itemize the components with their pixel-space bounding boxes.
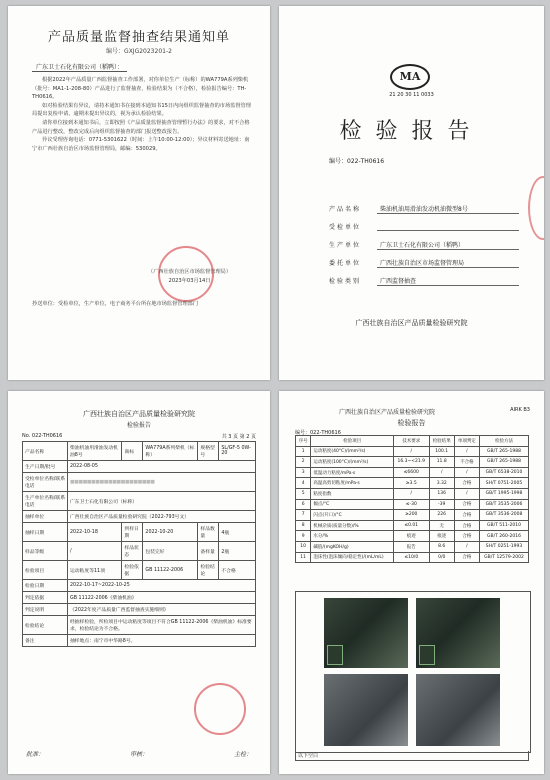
results-cell: 226 xyxy=(429,510,454,521)
results-row xyxy=(296,446,529,457)
results-header-cell: 检验项目 xyxy=(311,436,394,447)
report-cell-value: 包装完好 xyxy=(143,542,198,561)
results-number: 编号：022-TH0616 xyxy=(295,430,341,436)
report-cell-value: ■■■■■■■■■■■■■■■■■■■■ xyxy=(68,473,256,492)
report-cell-label: 商标 xyxy=(122,442,143,461)
results-page xyxy=(279,391,544,774)
results-row xyxy=(296,531,529,542)
results-cell: 10 xyxy=(296,541,311,552)
cover-row xyxy=(329,204,519,214)
report-cell-label: 检验结论 xyxy=(23,616,68,635)
report-cell-value: 《2022年度产品质量广西监督抽查实施细则》 xyxy=(68,604,256,616)
report-cell-value: 2瓶 xyxy=(219,542,256,561)
results-cell: 8 xyxy=(296,520,311,531)
results-header-cell: 单项判定 xyxy=(454,436,479,447)
report-cell-label: 规格型号 xyxy=(198,442,219,461)
report-seal xyxy=(194,683,246,735)
report-cell-value: 2022-10-20 xyxy=(143,523,198,542)
sample-photo xyxy=(416,598,500,668)
report-cell-value: 2022-10-17~2022-10-25 xyxy=(68,580,256,592)
report-cell-label: 样品数量 xyxy=(198,523,219,542)
report-cell-label: 样品状态 xyxy=(122,542,143,561)
results-cell: SH/T 0751-2005 xyxy=(480,478,529,489)
edge-seal xyxy=(528,176,544,240)
report-cell-label: 生产日期/批号 xyxy=(23,461,68,473)
notice-paragraph: 根据2022年产品质量广西监督抽查工作部署，对你单位生产（标称）的WA779A系列柴机（批号：MA1-1-208-80）产品进行了监督抽查，检验结果为（不合格），检验报告编号：TH-TH0616。 xyxy=(32,77,249,101)
cover-row xyxy=(329,276,519,286)
results-table xyxy=(295,435,529,563)
results-cell: / xyxy=(454,488,479,499)
notice-paragraph: 异议受理咨询电话：0771-5301622（时间：上午10:00-12:00）；异议材料寄送地址：南宁市广西壮族自治区市场监督管理局，邮编：530029。 xyxy=(32,137,250,152)
report-cell-value: 2022-08-05 xyxy=(68,461,256,473)
cover-title: 检验报告 xyxy=(339,119,484,144)
cover-row xyxy=(329,222,519,231)
results-cell: 机械杂质(质量分数)/% xyxy=(311,520,394,531)
results-cell: ≥200 xyxy=(393,510,429,521)
signer-review: 审核： xyxy=(129,751,148,758)
report-cell-label: 检验项目 xyxy=(23,561,68,580)
results-row xyxy=(296,499,529,510)
report-cell-label: 受检单位名称/联系电话 xyxy=(23,473,68,492)
report-row xyxy=(23,635,256,647)
results-cell: ≤0.01 xyxy=(393,520,429,531)
cover-organization: 广西壮族自治区产品质量检验研究院 xyxy=(355,319,468,327)
results-cell: 合格 xyxy=(454,478,479,489)
results-row xyxy=(296,467,529,478)
report-cell-value: 广东卫士石化有限公司（标称） xyxy=(68,492,256,511)
notice-page xyxy=(8,6,270,380)
results-cell: 报告 xyxy=(393,541,429,552)
cover-row-key: 委托单位 xyxy=(329,260,362,267)
cover-row-value: 广东卫士石化有限公司（稻鸭） xyxy=(377,240,519,250)
results-cell: 痕迹 xyxy=(429,531,454,542)
cover-row-key: 检验类别 xyxy=(329,278,362,285)
results-cell: GB/T 3535-2006 xyxy=(480,499,529,510)
report-subtitle: 检验报告 xyxy=(126,422,151,429)
results-cell: 11.8 xyxy=(429,457,454,468)
results-cell: ≤-30 xyxy=(393,499,429,510)
sample-photo xyxy=(324,674,408,746)
results-cell: / xyxy=(393,446,429,457)
report-cell-label: 备注 xyxy=(23,635,68,647)
results-cell: / xyxy=(429,467,454,478)
report-cell-label: 判定依据 xyxy=(23,592,68,604)
results-cell: GB/T 3536-2008 xyxy=(480,510,529,521)
report-cell-label: 备样量 xyxy=(198,542,219,561)
cover-page xyxy=(279,6,544,380)
notice-addressee: 广东卫士石化有限公司（稻鸭）： xyxy=(32,62,127,72)
results-cell: 合格 xyxy=(454,510,479,521)
signer-inspect: 主检： xyxy=(233,751,252,758)
results-cell: ≤10/0 xyxy=(393,552,429,563)
report-page-indicator: 共 3 页 第 2 页 xyxy=(221,434,256,440)
cover-row xyxy=(329,258,519,268)
results-cell: 1 xyxy=(296,446,311,457)
report-cell-value: 经抽样检验，所检项目中运动粘度等项目不符合GB 11122-2006《柴油机油》标准要求，检验结论为不合格。 xyxy=(68,616,256,635)
results-cell: SH/T 0251-1993 xyxy=(480,541,529,552)
report-cell-label: 判定说明 xyxy=(23,604,68,616)
results-cell: 高温高剪切粘度/mPa·s xyxy=(311,478,394,489)
report-cell-value: 运动粘度等11项 xyxy=(68,561,122,580)
results-end-note: 以下空白 xyxy=(295,751,529,761)
report-cell-value: / xyxy=(68,542,122,561)
results-cell: 4 xyxy=(296,478,311,489)
cover-row-value: 柴油机油用滑油发动机油微型8号 xyxy=(377,204,519,214)
cover-row-key: 生产单位 xyxy=(329,242,362,249)
results-row xyxy=(296,488,529,499)
report-cell-label: 抽样单位 xyxy=(23,511,68,523)
report-cell-label: 产品名称 xyxy=(23,442,68,461)
report-cell-value: SL/GF-5 0W-20 xyxy=(219,442,256,461)
results-cell: 6 xyxy=(296,499,311,510)
report-cell-label: 样品等级 xyxy=(23,542,68,561)
notice-body xyxy=(32,76,252,153)
sample-photo xyxy=(416,674,500,746)
cma-number: 21 20 30 11 0033 xyxy=(389,92,434,98)
results-cell: / xyxy=(454,467,479,478)
results-cell: 3 xyxy=(296,467,311,478)
results-cell: 无 xyxy=(429,520,454,531)
report-cell-value: 广西壮族自治区产品质量检验研究院（2022-793号文） xyxy=(68,511,256,523)
report-row xyxy=(23,542,256,561)
results-cell: 倾点/°C xyxy=(311,499,394,510)
results-code: AIRK B3 xyxy=(510,407,530,413)
results-cell: 136 xyxy=(429,488,454,499)
cover-report-number: 编号：022-TH0616 xyxy=(329,158,385,165)
cover-row-value: 广西壮族自治区市场监督管理局 xyxy=(377,258,519,268)
cover-row-key: 受检单位 xyxy=(329,224,362,231)
report-row xyxy=(23,523,256,542)
results-cell: 粘度指数 xyxy=(311,488,394,499)
results-cell: / xyxy=(454,541,479,552)
results-header-cell: 检验结果 xyxy=(429,436,454,447)
results-row xyxy=(296,510,529,521)
report-organization: 广西壮族自治区产品质量检验研究院 xyxy=(83,410,195,418)
report-row xyxy=(23,492,256,511)
report-cell-label: 到样日期 xyxy=(122,523,143,542)
results-cell: 运动粘度(100°C)/(mm²/s) xyxy=(311,457,394,468)
results-cell: / xyxy=(454,446,479,457)
results-cell: 不合格 xyxy=(454,457,479,468)
report-row xyxy=(23,473,256,492)
report-number: No. 022-TH0616 xyxy=(22,433,63,439)
results-cell: GB/T 265-1988 xyxy=(480,457,529,468)
report-meta xyxy=(22,433,256,440)
results-cell: 0/0 xyxy=(429,552,454,563)
results-cell: 泡沫性(泡沫倾向/稳定性)/(mL/mL) xyxy=(311,552,394,563)
results-header-cell: 技术要求 xyxy=(393,436,429,447)
results-cell: 9 xyxy=(296,531,311,542)
cover-row-value: 广西监督抽查 xyxy=(377,276,519,286)
report-cell-value: 不合格 xyxy=(219,561,256,580)
results-cell: 碱值/(mgKOH/g) xyxy=(311,541,394,552)
results-header-row xyxy=(296,436,529,447)
results-cell: 低温动力粘度/mPa·s xyxy=(311,467,394,478)
report-cell-value: GB 11122-2006《柴油机油》 xyxy=(68,592,256,604)
report-cell-label: 检验日期 xyxy=(23,580,68,592)
results-cell: 5 xyxy=(296,488,311,499)
results-cell: ≤6600 xyxy=(393,467,429,478)
results-header-cell: 检验方法 xyxy=(480,436,529,447)
results-cell: 100.1 xyxy=(429,446,454,457)
results-cell: 水分/% xyxy=(311,531,394,542)
cover-row xyxy=(329,240,519,250)
sample-photos xyxy=(295,591,531,753)
results-cell: GB/T 511-2010 xyxy=(480,520,529,531)
report-row xyxy=(23,604,256,616)
results-header-cell: 序号 xyxy=(296,436,311,447)
report-info-table xyxy=(22,441,256,647)
results-cell: -39 xyxy=(429,499,454,510)
report-cell-value: 4瓶 xyxy=(219,523,256,542)
report-row xyxy=(23,616,256,635)
report-row xyxy=(23,511,256,523)
report-row xyxy=(23,592,256,604)
results-cell: 16.3~<21.9 xyxy=(393,457,429,468)
report-cell-label: 抽样日期 xyxy=(23,523,68,542)
results-cell: 合格 xyxy=(454,520,479,531)
notice-title: 产品质量监督抽查结果通知单 xyxy=(47,30,230,45)
results-cell: GB/T 265-1988 xyxy=(480,446,529,457)
report-cell-value: 2022-10-18 xyxy=(68,523,122,542)
report-row xyxy=(23,561,256,580)
report-row xyxy=(23,580,256,592)
report-cell-value: GB 11122-2006 xyxy=(143,561,198,580)
results-row xyxy=(296,478,529,489)
results-cell: GB/T 260-2016 xyxy=(480,531,529,542)
results-cell: / xyxy=(393,488,429,499)
results-row xyxy=(296,520,529,531)
notice-number: 编号：GXJG2023201-2 xyxy=(106,48,172,55)
results-subtitle: 检验报告 xyxy=(397,419,426,427)
signer-approve: 批准： xyxy=(26,751,45,758)
cover-row-value xyxy=(377,222,519,231)
results-cell: 8.6 xyxy=(429,541,454,552)
results-cell: ≥3.5 xyxy=(393,478,429,489)
notice-cc: 抄送单位：受检单位，生产单位，电子商务平台所在地市场监督管理部门 xyxy=(32,301,199,307)
report-row xyxy=(23,461,256,473)
results-cell: 合格 xyxy=(454,499,479,510)
notice-paragraph: 请你单位接到本通知书后，立即按照《产品质量监督抽查管理暂行办法》的要求，对不合格产品进行整改，整改完成后向组织监督抽查的部门报送整改报告。 xyxy=(32,119,250,135)
report-cell-label: 检验依据 xyxy=(122,561,143,580)
report-signers xyxy=(26,749,252,758)
cover-row-key: 产品名称 xyxy=(329,206,362,213)
results-cell: 3.32 xyxy=(429,478,454,489)
report-cell-value: WA779A系列柴机（标称） xyxy=(143,442,198,461)
results-organization: 广西壮族自治区产品质量检验研究院 xyxy=(339,409,436,416)
results-cell: 闪点(开口)/°C xyxy=(311,510,394,521)
results-cell: 痕迹 xyxy=(393,531,429,542)
results-cell: 运动粘度(40°C)/(mm²/s) xyxy=(311,446,394,457)
report-cell-label: 生产单位名称/联系电话 xyxy=(23,492,68,511)
results-cell: 11 xyxy=(296,552,311,563)
notice-signature xyxy=(148,268,231,286)
results-cell: 合格 xyxy=(454,531,479,542)
results-cell: 2 xyxy=(296,457,311,468)
results-row xyxy=(296,457,529,468)
cma-logo: MA xyxy=(390,64,430,90)
report-cell-value: 柴油机油用滑油发动机油8号 xyxy=(68,442,122,461)
report-page xyxy=(8,391,270,774)
results-row xyxy=(296,541,529,552)
signature-org: （广西壮族自治区市场监督管理局） xyxy=(148,269,232,275)
results-cell: GB/T 6538-2010 xyxy=(480,467,529,478)
report-cell-label: 检验结论 xyxy=(198,561,219,580)
sample-photo xyxy=(324,598,408,668)
notice-paragraph: 如对检验结果有异议，请持本通知书在接到本通知书15日内向组织监督抽查的市场监督管理局提出复检申请，逾期未提出异议的，视为承认检验结果。 xyxy=(32,102,251,118)
report-cell-value: 抽样地点：南宁市中华路8号。 xyxy=(68,635,256,647)
signature-date: 2023年03月14日 xyxy=(168,278,211,284)
results-cell: 合格 xyxy=(454,552,479,563)
results-cell: GB/T 12579-2002 xyxy=(480,552,529,563)
report-row xyxy=(23,442,256,461)
results-cell: GB/T 1995-1998 xyxy=(480,488,529,499)
results-cell: 7 xyxy=(296,510,311,521)
results-row xyxy=(296,552,529,563)
